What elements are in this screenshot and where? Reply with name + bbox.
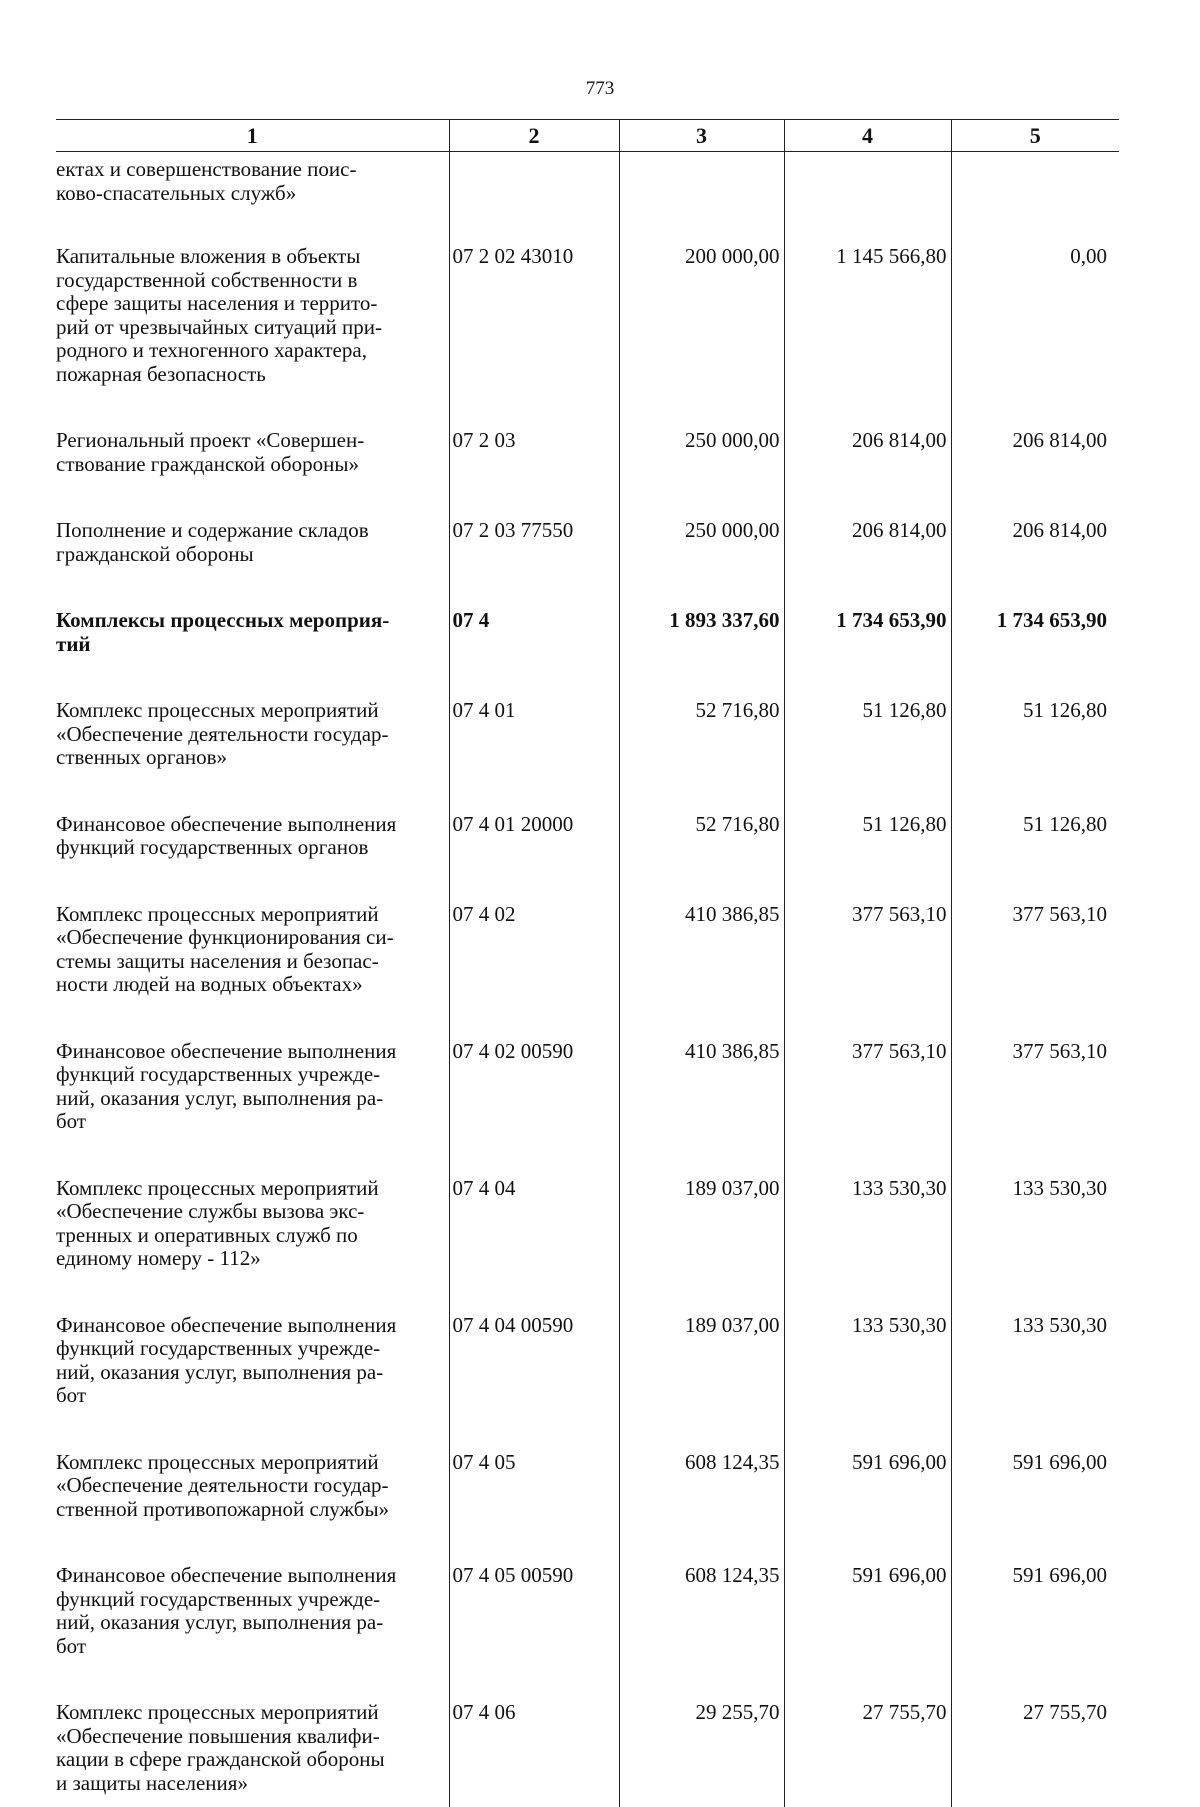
row-code: 07 2 02 43010 <box>449 245 619 429</box>
row-value-col5 <box>951 152 1119 246</box>
row-value-col3: 608 124,35 <box>619 1564 784 1701</box>
row-code: 07 4 05 00590 <box>449 1564 619 1701</box>
row-value-col4: 1 734 653,90 <box>784 609 951 699</box>
row-value-col3: 189 037,00 <box>619 1314 784 1451</box>
column-header-5: 5 <box>951 120 1119 152</box>
table-row <box>56 1564 1119 1701</box>
row-value-col5: 133 530,30 <box>1012 1175 1107 1200</box>
table-row <box>56 152 1119 246</box>
column-header-3: 3 <box>619 120 784 152</box>
row-value-col5: 51 126,80 <box>1023 698 1107 722</box>
row-code: 07 4 01 20000 <box>449 813 619 903</box>
row-value-col3: 189 037,00 <box>619 1177 784 1314</box>
row-value-col5: 591 696,00 <box>1012 1449 1107 1474</box>
row-code: 07 4 02 <box>449 903 619 1040</box>
row-value-col4: 51 126,80 <box>784 699 951 813</box>
row-code: 07 4 04 <box>449 1177 619 1314</box>
row-description: Комплекс процессных мероприятий «Обеспечение функционирования си- стемы защиты населения и безопас- ности людей на водных объектах» <box>56 903 449 1040</box>
row-description: Финансовое обеспечение выполнения функций государственных учрежде- ний, оказания услуг, выполнения ра- бот <box>56 1314 449 1451</box>
table-row <box>56 1177 1119 1314</box>
row-description: Комплекс процессных мероприятий «Обеспечение повышения квалифи- кации в сфере гражданской обороны и защиты населения» <box>56 1701 449 1807</box>
row-description: Комплекс процессных мероприятий «Обеспечение службы вызова экс- тренных и оперативных служб по единому номеру - 112» <box>56 1177 449 1314</box>
row-description: Финансовое обеспечение выполнения функций государственных учрежде- ний, оказания услуг, выполнения ра- бот <box>56 1040 449 1177</box>
row-code: 07 2 03 77550 <box>449 519 619 609</box>
row-description: Капитальные вложения в объекты государственной собственности в сферe защиты населения и террито- рий от чрезвычайных ситуаций при- родного и техногенного характера, пожарная безопасность <box>56 245 449 429</box>
row-value-col4 <box>784 152 951 246</box>
row-value-col4: 377 563,10 <box>784 1040 951 1177</box>
table-row <box>56 1701 1119 1807</box>
table-row <box>56 813 1119 903</box>
row-value-col5: 51 126,80 <box>1023 811 1107 836</box>
row-value-col5: 206 814,00 <box>1012 428 1107 452</box>
column-header-1: 1 <box>56 120 449 152</box>
row-value-col3: 410 386,85 <box>619 903 784 1040</box>
table-row <box>56 1040 1119 1177</box>
budget-table <box>56 119 1119 1807</box>
row-value-col5: 377 563,10 <box>1012 1038 1107 1063</box>
table-row <box>56 245 1119 429</box>
table-row <box>56 1451 1119 1565</box>
table-row <box>56 429 1119 519</box>
row-value-col5: 27 755,70 <box>1023 1700 1107 1724</box>
row-value-col4: 591 696,00 <box>784 1564 951 1701</box>
row-value-col4: 133 530,30 <box>784 1314 951 1451</box>
row-value-col5: 0,00 <box>1070 244 1107 268</box>
row-description: Комплекс процессных мероприятий «Обеспечение деятельности государ- ственной противопожарной службы» <box>56 1451 449 1565</box>
column-header-2: 2 <box>449 120 619 152</box>
row-description: ектах и совершенствование поис- ково-спасательных служб» <box>56 152 449 246</box>
header-row <box>56 120 1119 152</box>
row-value-col4: 206 814,00 <box>784 429 951 519</box>
row-value-col3: 250 000,00 <box>619 519 784 609</box>
row-value-col4: 591 696,00 <box>784 1451 951 1565</box>
row-value-col3: 250 000,00 <box>619 429 784 519</box>
row-value-col5: 206 814,00 <box>1012 518 1107 542</box>
table-row <box>56 1314 1119 1451</box>
row-description: Финансовое обеспечение выполнения функций государственных учрежде- ний, оказания услуг, выполнения ра- бот <box>56 1564 449 1701</box>
row-value-col4: 1 145 566,80 <box>784 245 951 429</box>
page-number: 773 <box>585 78 615 99</box>
row-value-col3: 608 124,35 <box>619 1451 784 1565</box>
table-row <box>56 609 1119 699</box>
row-value-col3: 29 255,70 <box>619 1701 784 1807</box>
table-row <box>56 519 1119 609</box>
row-value-col4: 133 530,30 <box>784 1177 951 1314</box>
row-code: 07 4 06 <box>449 1701 619 1807</box>
row-value-col3: 200 000,00 <box>619 245 784 429</box>
row-value-col4: 377 563,10 <box>784 903 951 1040</box>
row-description: Комплекс процессных мероприятий «Обеспечение деятельности государ- ственных органов» <box>56 699 449 813</box>
row-description: Комплексы процессных мероприя- тий <box>56 609 449 699</box>
row-code: 07 4 02 00590 <box>449 1040 619 1177</box>
column-header-4: 4 <box>784 120 951 152</box>
row-value-col4: 206 814,00 <box>784 519 951 609</box>
row-value-col3: 410 386,85 <box>619 1040 784 1177</box>
row-code: 07 4 <box>449 609 619 699</box>
row-value-col5: 1 734 653,90 <box>996 608 1107 632</box>
row-code: 07 4 05 <box>449 1451 619 1565</box>
row-description: Региональный проект «Совершен- ствование гражданской обороны» <box>56 429 449 519</box>
row-code <box>449 152 619 246</box>
row-value-col5: 591 696,00 <box>1012 1563 1107 1587</box>
row-value-col4: 51 126,80 <box>784 813 951 903</box>
row-value-col3: 1 893 337,60 <box>619 609 784 699</box>
row-description: Пополнение и содержание складов гражданской обороны <box>56 519 449 609</box>
row-value-col3 <box>619 152 784 246</box>
row-value-col3: 52 716,80 <box>619 813 784 903</box>
row-code: 07 4 04 00590 <box>449 1314 619 1451</box>
row-description: Финансовое обеспечение выполнения функций государственных органов <box>56 813 449 903</box>
row-value-col4: 27 755,70 <box>784 1701 951 1807</box>
row-value-col5: 377 563,10 <box>1012 901 1107 926</box>
row-value-col5: 133 530,30 <box>1012 1312 1107 1337</box>
row-code: 07 2 03 <box>449 429 619 519</box>
row-value-col3: 52 716,80 <box>619 699 784 813</box>
row-code: 07 4 01 <box>449 699 619 813</box>
table-row <box>56 903 1119 1040</box>
table-row <box>56 699 1119 813</box>
